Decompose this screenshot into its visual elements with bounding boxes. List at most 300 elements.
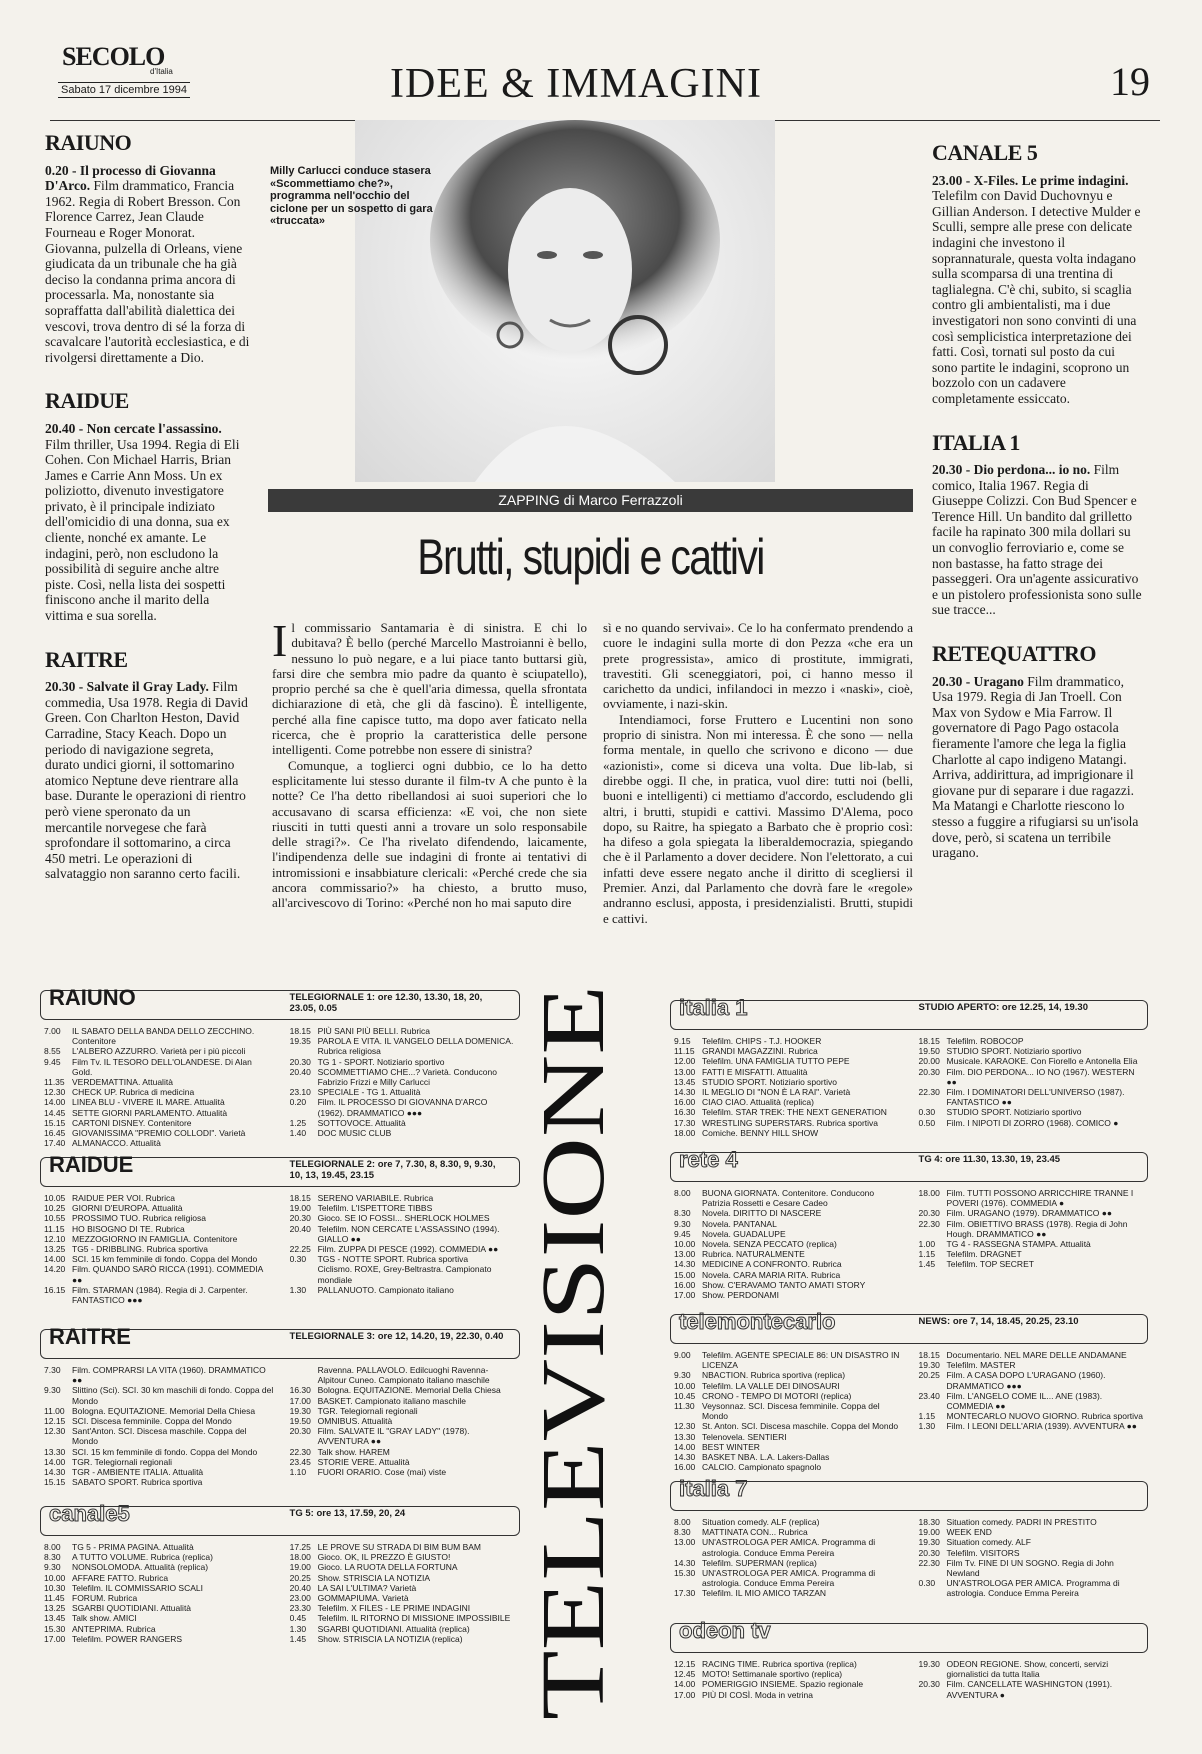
schedule-program: GIORNI D'EUROPA. Attualità (72, 1203, 183, 1214)
schedule-time: 19.30 (918, 1360, 940, 1371)
schedule-time: 19.50 (289, 1416, 311, 1427)
channel-logo: canale5 (49, 1501, 130, 1526)
schedule-time: 9.15 (674, 1036, 691, 1046)
schedule-row (44, 1097, 274, 1107)
schedule-row (44, 1542, 274, 1552)
schedule-row (674, 1290, 903, 1300)
schedule-program: FATTI E MISFATTI. Attualità (702, 1066, 808, 1077)
schedule-row (674, 1462, 903, 1472)
schedule-time: 20.40 (289, 1582, 311, 1593)
schedule-row (674, 1107, 903, 1117)
schedule-time: 0.20 (289, 1097, 307, 1108)
schedule-row (919, 1527, 1144, 1537)
schedule-time: 16.30 (289, 1385, 311, 1396)
schedule-row (290, 1264, 516, 1284)
schedule-program: Telefilm. CHIPS - T.J. HOOKER (702, 1036, 822, 1046)
section-title: IDEE & IMMAGINI (390, 61, 762, 107)
schedule-time: 19.35 (289, 1036, 311, 1047)
schedule-row (674, 1239, 903, 1249)
schedule-row (290, 1285, 516, 1295)
schedule-row (919, 1659, 1144, 1679)
schedule-row (674, 1679, 903, 1689)
schedule-row (674, 1517, 903, 1527)
schedule-time: 18.15 (918, 1350, 940, 1360)
schedule-program: SERENO VARIABILE. Rubrica (317, 1193, 434, 1203)
schedule-row (290, 1118, 516, 1128)
schedule-program: LE PROVE SU STRADA DI BIM BUM BAM (317, 1542, 482, 1552)
schedule-program: Telefilm. STAR TREK: THE NEXT GENERATION (702, 1107, 887, 1118)
schedule-time: 9.30 (674, 1370, 691, 1381)
schedule-time: 16.15 (44, 1284, 66, 1295)
schedule-program: CRONO - TEMPO DI MOTORI (replica) (702, 1390, 852, 1401)
schedule-row (674, 1270, 903, 1280)
schedule-time: 16.45 (44, 1128, 66, 1139)
schedule-time: 12.10 (44, 1233, 66, 1244)
schedule-program: Film. A CASA DOPO L'URAGANO (1960). DRAMMATICO ●●● (946, 1370, 1106, 1391)
schedule-time: 17.00 (674, 1290, 696, 1301)
schedule-row (290, 1224, 516, 1244)
schedule-program: TG5 - DRIBBLING. Rubrica sportiva (72, 1244, 209, 1255)
program-title: 20.30 - Dio perdona... io no. (932, 462, 1091, 478)
program-description (932, 173, 1142, 407)
schedule-time: 1.10 (289, 1467, 307, 1478)
schedule-row (44, 1613, 274, 1623)
schedule-time: 11.15 (674, 1046, 695, 1057)
schedule-row (290, 1634, 516, 1644)
schedule-row (674, 1391, 903, 1401)
schedule-row (290, 1583, 516, 1593)
schedule-time: 13.00 (674, 1249, 696, 1260)
schedule-program: Telefilm. L'ISPETTORE TIBBS (317, 1203, 433, 1214)
schedule-time: 13.45 (674, 1076, 696, 1087)
schedule-row (290, 1426, 516, 1446)
program-body: Film drammatico, Francia 1962. Regia di Robert Bresson. Con Florence Carrez, Jean Claude Fourneau e Roger Monorat. Giovanna, pulzella di Orleans, viene giudicata da un tribunale che ha già deciso la condanna prima ancora di processarla. Ma, nonostante sia sopraffatta dall'abilità dialettica dei vescovi, trova dentro di sé la forza di scavalcare l'autorità ecclesiastica, e di rivolgersi direttamente a Dio. (45, 178, 250, 365)
schedule-program: BEST WINTER (702, 1441, 760, 1452)
schedule-row (290, 1396, 516, 1406)
schedule-row (290, 1457, 516, 1467)
schedule-column (919, 1350, 1144, 1432)
schedule-column (919, 1659, 1144, 1700)
schedule-row (290, 1036, 516, 1056)
schedule-program: LA SAI L'ULTIMA? Varietà (317, 1582, 417, 1593)
television-vertical-title (525, 985, 625, 1725)
schedule-row (919, 1360, 1144, 1370)
schedule-row (290, 1213, 516, 1223)
schedule-time: 13.00 (674, 1066, 696, 1077)
schedule-column (290, 1193, 516, 1295)
schedule-row (44, 1385, 274, 1405)
schedule-row (674, 1350, 903, 1370)
schedule-time: 0.45 (289, 1613, 307, 1624)
schedule-row (674, 1527, 903, 1537)
schedule-row (919, 1208, 1144, 1218)
schedule-row (44, 1254, 274, 1264)
schedule-row (44, 1406, 274, 1416)
schedule-program: Gioco. SE IO FOSSI... SHERLOCK HOLMES (317, 1213, 490, 1224)
channel-listing (670, 995, 1148, 1140)
schedule-row (44, 1244, 274, 1254)
schedule-time: 1.45 (918, 1259, 936, 1270)
schedule-row (674, 1067, 903, 1077)
schedule-program: Comiche. BENNY HILL SHOW (702, 1127, 819, 1138)
schedule-time: 12.00 (674, 1056, 696, 1067)
schedule-time: 14.00 (44, 1097, 66, 1108)
news-times: TG 4: ore 11.30, 13.30, 19, 23.45 (918, 1154, 1061, 1165)
schedule-column (674, 1036, 903, 1138)
program-column-left (45, 130, 250, 882)
program-block (932, 429, 1142, 619)
schedule-program: Situation comedy. ALF (946, 1537, 1031, 1548)
schedule-time: 11.00 (44, 1405, 65, 1416)
schedule-row (919, 1036, 1144, 1046)
schedule-program: Bologna. EQUITAZIONE. Memorial Della Chiesa (317, 1385, 501, 1396)
schedule-program: Telefilm. IL COMMISSARIO SCALI (72, 1582, 203, 1593)
schedule-column (290, 1365, 516, 1477)
channel-logo: RAITRE (49, 1324, 131, 1349)
channel-header-box (40, 1152, 520, 1187)
news-times: TG 5: ore 13, 17.59, 20, 24 (289, 1508, 406, 1519)
schedule-program: Film. COMPRARSI LA VITA (1960). DRAMMATICO ●● (72, 1365, 266, 1386)
schedule-row (290, 1026, 516, 1036)
schedule-row (674, 1401, 903, 1421)
schedule-time: 20.25 (289, 1572, 311, 1583)
schedule-program: Film. ZUPPA DI PESCE (1992). COMMEDIA ●● (317, 1244, 499, 1255)
schedule-row (919, 1548, 1144, 1558)
page-number: 19 (1110, 59, 1150, 104)
schedule-row (290, 1573, 516, 1583)
schedule-time: 13.25 (44, 1244, 66, 1255)
schedule-program: Slittino (Sci). SCI. 30 km maschili di fondo. Coppa del Mondo (72, 1385, 274, 1406)
channel-logo: RAIDUE (49, 1152, 134, 1177)
schedule-row (919, 1087, 1144, 1107)
schedule-time: 9.00 (674, 1350, 691, 1360)
channel-heading: RAIDUE (45, 388, 129, 414)
schedule-program: STUDIO SPORT. Notiziario sportivo (946, 1046, 1082, 1057)
schedule-program: SCOMMETTIAMO CHE...? Varietà. Conducono Fabrizio Frizzi e Milly Carlucci (317, 1066, 497, 1088)
schedule-program: BUONA GIORNATA. Contenitore. Conducono Patrizia Rossetti e Cesare Cadeo (702, 1188, 875, 1209)
schedule-time: 22.30 (918, 1218, 940, 1229)
schedule-row (919, 1370, 1144, 1390)
schedule-program: Telefilm. VISITORS (946, 1547, 1020, 1558)
channel-heading: RAIUNO (45, 130, 132, 155)
schedule-program: SETTE GIORNI PARLAMENTO. Attualità (72, 1107, 228, 1118)
program-description (932, 674, 1142, 861)
schedule-time: 22.30 (918, 1087, 940, 1098)
schedule-row (44, 1285, 274, 1305)
schedule-row (44, 1603, 274, 1613)
schedule-program: SABATO SPORT. Rubrica sportiva (72, 1477, 203, 1488)
program-block (45, 388, 250, 624)
schedule-program: Gioco. OK, IL PREZZO È GIUSTO! (317, 1552, 451, 1563)
schedule-row (674, 1421, 903, 1431)
schedule-time: 18.15 (918, 1036, 940, 1046)
tv-listings-right (670, 995, 1148, 1713)
schedule-program: HO BISOGNO DI TE. Rubrica (72, 1223, 185, 1234)
schedule-row (44, 1467, 274, 1477)
schedule-program: Telenovela. SENTIERI (702, 1431, 787, 1442)
schedule-time: 22.30 (918, 1557, 940, 1568)
schedule-program: PALLANUOTO. Campionato italiano (317, 1284, 454, 1295)
schedule-column (674, 1350, 903, 1472)
schedule-row (290, 1057, 516, 1067)
schedule-row (290, 1416, 516, 1426)
schedule-time: 13.30 (674, 1431, 696, 1442)
program-block (932, 641, 1142, 861)
schedule-time: 9.30 (44, 1562, 61, 1573)
schedule-column (674, 1517, 903, 1599)
schedule-time: 7.00 (44, 1026, 61, 1036)
schedule-time: 10.00 (674, 1380, 696, 1391)
schedule-time: 20.25 (918, 1370, 940, 1381)
schedule-program: BASKET. Campionato italiano maschile (317, 1395, 466, 1406)
article-headline: Brutti, stupidi e cattivi (417, 529, 764, 585)
schedule-column (674, 1188, 903, 1300)
schedule-time: 1.40 (289, 1128, 307, 1139)
schedule-column (919, 1188, 1144, 1270)
schedule-time: 14.00 (44, 1254, 66, 1265)
schedule-row (290, 1193, 516, 1203)
schedule-row (44, 1057, 274, 1077)
schedule-time: 12.45 (674, 1669, 696, 1680)
schedule-row (44, 1624, 274, 1634)
schedule-program: Film. TUTTI POSSONO ARRICCHIRE TRANNE I POVERI (1976). COMMEDIA ● (946, 1188, 1134, 1209)
channel-listing (40, 1324, 520, 1494)
schedule-program: Film. URAGANO (1979). DRAMMATICO ●● (946, 1208, 1113, 1219)
schedule-program: Talk show. HAREM (317, 1446, 390, 1457)
news-times: NEWS: ore 7, 14, 18.45, 20.25, 23.10 (918, 1316, 1079, 1327)
program-title: 20.30 - Uragano (932, 673, 1024, 689)
schedule-time: 17.30 (674, 1117, 696, 1128)
schedule-time: 0.30 (289, 1254, 307, 1265)
schedule-time: 19.30 (918, 1659, 940, 1669)
schedule-row (674, 1432, 903, 1442)
schedule-time: 14.00 (44, 1456, 66, 1467)
schedule-time: 13.45 (44, 1613, 66, 1624)
schedule-program: Talk show. AMICI (72, 1613, 137, 1624)
schedule-program: Film. DIO PERDONA... IO NO (1967). WESTERN ●● (946, 1066, 1135, 1087)
schedule-column (919, 1517, 1144, 1599)
schedule-time: 18.00 (674, 1127, 696, 1138)
schedule-program: TG 1 - SPORT. Notiziario sportivo (317, 1056, 445, 1067)
schedule-time: 17.40 (44, 1138, 66, 1149)
schedule-time: 0.30 (918, 1578, 936, 1589)
tv-listings-left (40, 985, 520, 1686)
schedule-time: 10.00 (674, 1239, 696, 1250)
schedule-program: PAROLA E VITA. IL VANGELO DELLA DOMENICA. Rubrica religiosa (317, 1036, 514, 1057)
channel-heading: CANALE 5 (932, 140, 1038, 165)
schedule-time: 0.30 (918, 1107, 936, 1118)
schedule-row (44, 1634, 274, 1644)
schedule-time: 14.20 (44, 1264, 66, 1275)
schedule-row (44, 1552, 274, 1562)
television-vertical-text: TELEVISIONE (525, 1140, 623, 1720)
schedule-row (674, 1128, 903, 1138)
schedule-program: Film. IL PROCESSO DI GIOVANNA D'ARCO (1962). DRAMMATICO ●●● (317, 1097, 488, 1118)
schedule-program: Novela. SENZA PECCATO (replica) (702, 1239, 837, 1250)
schedule-program: Telefilm. AGENTE SPECIALE 86: UN DISASTRO IN LICENZA (702, 1350, 900, 1371)
schedule-column (919, 1036, 1144, 1128)
schedule-program: Novela. GUADALUPE (702, 1228, 786, 1239)
schedule-time: 17.00 (44, 1633, 66, 1644)
schedule-row (44, 1416, 274, 1426)
schedule-time: 14.30 (674, 1087, 696, 1098)
schedule-program: GOMMAPIUMA. Varietà (317, 1593, 409, 1604)
schedule-row (919, 1118, 1144, 1128)
schedule-time: 16.00 (674, 1462, 696, 1473)
schedule-row (674, 1370, 903, 1380)
schedule-time: 19.00 (918, 1527, 940, 1538)
schedule-time: 17.25 (289, 1542, 311, 1552)
issue-date: Sabato 17 dicembre 1994 (58, 82, 190, 98)
schedule-time: 1.45 (289, 1633, 307, 1644)
channel-listing (670, 1476, 1148, 1611)
schedule-program: UN'ASTROLOGA PER AMICA. Programma di astrologia. Conduce Emma Pereira (702, 1568, 876, 1589)
channel-listing (670, 1147, 1148, 1302)
masthead (50, 20, 1160, 121)
schedule-program: STUDIO SPORT. Notiziario sportivo (946, 1107, 1082, 1118)
schedule-program: Telefilm. SUPERMAN (replica) (702, 1557, 817, 1568)
schedule-program: Telefilm. LA VALLE DEI DINOSAURI (702, 1380, 840, 1391)
schedule-row (290, 1467, 516, 1477)
schedule-row (919, 1517, 1144, 1527)
schedule-row (44, 1457, 274, 1467)
schedule-time: 22.25 (289, 1244, 311, 1255)
schedule-row (674, 1588, 903, 1598)
schedule-row (44, 1108, 274, 1118)
schedule-program: Show. C'ERAVAMO TANTO AMATI STORY (702, 1279, 866, 1290)
schedule-program: Film. SALVATE IL "GRAY LADY" (1978). AVVENTURA ●● (317, 1426, 470, 1447)
schedule-row (44, 1128, 274, 1138)
article-column-2 (603, 620, 913, 926)
schedule-time: 8.30 (674, 1527, 691, 1538)
schedule-row (290, 1254, 516, 1264)
schedule-row (919, 1056, 1144, 1066)
schedule-row (290, 1244, 516, 1254)
schedule-program: UN'ASTROLOGA PER AMICA. Programma di astrologia. Conduce Emma Pereira (702, 1537, 876, 1558)
schedule-time: 19.00 (289, 1562, 311, 1573)
newspaper-logo-sub: d'Italia (150, 67, 173, 76)
schedule-program: Novela. PANTANAL (702, 1218, 777, 1229)
schedule-row (290, 1613, 516, 1623)
schedule-row (674, 1381, 903, 1391)
schedule-program: TGS - NOTTE SPORT. Rubrica sportiva (317, 1254, 469, 1265)
schedule-row (674, 1097, 903, 1107)
channel-logo: odeon tv (679, 1618, 771, 1643)
schedule-time: 9.45 (674, 1228, 691, 1239)
schedule-row (290, 1097, 516, 1117)
schedule-program: Gioco. LA RUOTA DELLA FORTUNA (317, 1562, 458, 1573)
schedule-row (290, 1203, 516, 1213)
channel-header-box (40, 985, 520, 1020)
schedule-program: Ravenna. PALLAVOLO. Edilcuoghi Ravenna-Alpitour Cuneo. Campionato italiano maschile (317, 1365, 490, 1386)
schedule-time: 19.50 (918, 1046, 940, 1057)
schedule-time: 8.00 (44, 1542, 61, 1552)
schedule-row (290, 1365, 516, 1385)
program-body: Film drammatico, Usa 1979. Regia di Jan Troell. Con Max von Sydow e Mia Farrow. Il governatore di Pago Pago ostacola fieramente l'amore che lega la figlia Charlotte al capo indigeno Matangi. Arriva, addirittura, ad imprigionare il giovane pur di separare i due ragazzi. Ma Matangi e Charlotte riescono lo stesso a fuggire a rifugiarsi su un'isola dove, però, si scatena un terribile uragano. (932, 673, 1139, 861)
schedule-program: FUORI ORARIO. Cose (mai) viste (317, 1467, 447, 1478)
schedule-time: 19.00 (289, 1203, 311, 1214)
schedule-time: 20.30 (918, 1066, 940, 1077)
schedule-time: 22.30 (289, 1446, 311, 1457)
channel-logo: rete 4 (679, 1147, 738, 1172)
schedule-program: Telefilm. NON CERCATE L'ASSASSINO (1994). GIALLO ●● (317, 1223, 500, 1244)
schedule-program: Novela. CARA MARIA RITA. Rubrica (702, 1269, 841, 1280)
schedule-row (290, 1624, 516, 1634)
channel-header-box (40, 1501, 520, 1536)
schedule-time: 8.30 (44, 1552, 61, 1563)
schedule-program: GIOVANISSIMA "PREMIO COLLODI". Varietà (72, 1128, 246, 1139)
schedule-row (290, 1603, 516, 1613)
schedule-time: 0.50 (918, 1117, 936, 1128)
schedule-row (919, 1219, 1144, 1239)
schedule-row (290, 1067, 516, 1087)
schedule-time: 14.30 (674, 1557, 696, 1568)
schedule-program: SCI. 15 km femminile di fondo. Coppa del Mondo (72, 1254, 258, 1265)
schedule-time: 23.40 (918, 1390, 940, 1401)
program-block (45, 130, 250, 365)
program-title: 0.20 - Il processo di Giovanna D'Arco. (45, 162, 216, 194)
schedule-row (290, 1087, 516, 1097)
channel-listing (670, 1618, 1148, 1713)
schedule-row (290, 1128, 516, 1138)
channel-logo: italia 7 (679, 1476, 748, 1501)
schedule-row (44, 1026, 274, 1046)
schedule-program: SGARBI QUOTIDIANI. Attualità (72, 1603, 192, 1614)
schedule-time: 9.30 (44, 1385, 61, 1396)
schedule-time: 10.45 (674, 1390, 696, 1401)
schedule-time: 8.30 (674, 1208, 691, 1219)
schedule-program: PIÙ DI COSÌ. Moda in vetrina (702, 1689, 814, 1700)
schedule-time (290, 1264, 318, 1284)
schedule-time: 18.15 (289, 1026, 311, 1036)
schedule-row (919, 1391, 1144, 1411)
channel-header-box (670, 1309, 1148, 1344)
program-body: Film comico, Italia 1967. Regia di Giuseppe Colizzi. Con Bud Spencer e Terence Hill. Un bandito dal grilletto facile ha rapinato 300 mila dollari su un convoglio ferroviario e, come se non bastasse, ha fatto strage dei passeggeri. Ora un'agente assicurativo e un pistolero professionista sono sulle sue tracce... (932, 462, 1142, 618)
schedule-program: NONSOLOMODA. Attualità (replica) (72, 1562, 209, 1573)
schedule-row (919, 1188, 1144, 1208)
schedule-program: Telefilm. MASTER (946, 1360, 1016, 1371)
schedule-program: CIAO CIAO. Attualità (replica) (702, 1097, 814, 1108)
schedule-time: 18.00 (918, 1188, 940, 1198)
schedule-time: 15.15 (44, 1477, 66, 1488)
schedule-time: 14.30 (44, 1467, 66, 1478)
schedule-time: 13.00 (674, 1537, 696, 1548)
zapping-column-bar: ZAPPING di Marco Ferrazzoli (268, 489, 913, 512)
schedule-program: VERDEMATTINA. Attualità (72, 1077, 173, 1088)
schedule-time: 14.45 (44, 1107, 66, 1118)
schedule-program: MEZZOGIORNO IN FAMIGLIA. Contenitore (72, 1233, 238, 1244)
schedule-row (44, 1562, 274, 1572)
schedule-program: Film Tv. IL TESORO DELL'OLANDESE. Di Alan Gold. (72, 1056, 252, 1077)
schedule-program: SCI. Discesa femminile. Coppa del Mondo (72, 1416, 232, 1427)
channel-heading: RETEQUATTRO (932, 641, 1097, 667)
article-paragraph: Intendiamoci, forse Fruttero e Lucentini non sono proprio di sinistra. Non mi interessa. È che sono — nella forma mentale, in quello che scrivono e dicono — due «azionisti», come si diceva una volta. Due lib-lab, si direbbe oggi. Il che, in pratica, vuol dire: tutti noi (belli, buoni e intelligenti) ci mettiamo d'accordo, escludendo gli altri, i brutti, stupidi e cattivi. Massimo D'Alema, poco dopo, su Raitre, ha spiegato a Barbato che è proprio così: ha difeso a gola spiegata la liberaldemocrazia, spiegando che è il Parlamento a dover decidere. Non l'elettorato, a cui infatti deve essere negato anche il diritto di scegliersi il Premier. Anzi, dal Parlamento che dovrà fare le «regole» andranno esclusi, apposta, i presidenzialisti. Brutti, stupidi e cattivi. (603, 711, 913, 926)
schedule-time: 18.00 (289, 1552, 311, 1563)
schedule-time: 23.00 (289, 1593, 311, 1604)
schedule-program: Show. STRISCIA LA NOTIZIA (317, 1572, 431, 1583)
schedule-time: 12.30 (44, 1087, 66, 1098)
schedule-row (674, 1046, 903, 1056)
schedule-time: 17.00 (289, 1395, 311, 1406)
schedule-program: Film Tv. FINE DI UN SOGNO. Regia di John Newland (946, 1557, 1114, 1579)
schedule-time: 1.30 (289, 1284, 307, 1295)
schedule-time: 1.15 (918, 1411, 936, 1422)
schedule-row (44, 1138, 274, 1148)
schedule-time: 20.00 (918, 1056, 940, 1067)
schedule-row (674, 1690, 903, 1700)
schedule-time: 12.15 (44, 1416, 66, 1427)
schedule-time: 17.30 (674, 1588, 696, 1599)
